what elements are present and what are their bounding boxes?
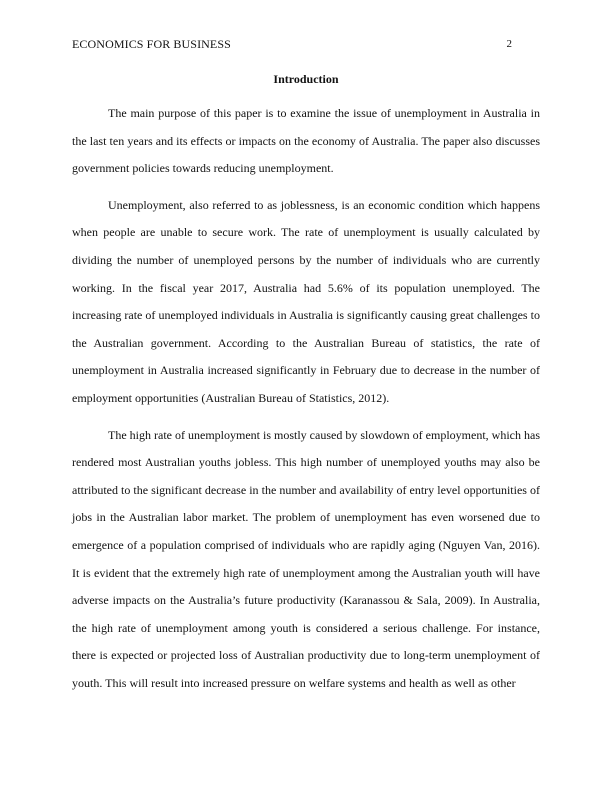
paragraph: The high rate of unemployment is mostly caused by slowdown of employment, which has rendered most Australian youths jobless. This high number of unemployed youths may also be attributed to the significant decrease in the number and availability of entry level opportunities of jobs in the Australian labor market. The problem of unemployment has even worsened due to emergence of a population comprised of individuals who are rapidly aging (Nguyen Van, 2016). It is evident that the extremely high rate of unemployment among the Australian youth will have adverse impacts on the Australia’s future productivity (Karanassou & Sala, 2009). In Australia, the high rate of unemployment among youth is considered a serious challenge. For instance, there is expected or projected loss of Australian productivity due to long-term unemployment of youth. This will result into increased pressure on welfare systems and health as well as other xyxy=(72,427,540,690)
page-number: 2 xyxy=(506,38,512,50)
running-head: ECONOMICS FOR BUSINESS xyxy=(72,37,231,51)
body-text xyxy=(72,100,540,697)
paragraph: The main purpose of this paper is to examine the issue of unemployment in Australia in the last ten years and its effects or impacts on the economy of Australia. The paper also discusses government policies towards reducing unemployment. xyxy=(72,106,540,176)
page-header xyxy=(72,36,540,52)
paragraph: Unemployment, also referred to as joblessness, is an economic condition which happens when people are unable to secure work. The rate of unemployment is usually calculated by dividing the number of unemployed persons by the number of individuals who are currently working. In the fiscal year 2017, Australia had 5.6% of its population unemployed. The increasing rate of unemployed individuals in Australia is significantly causing great challenges to the Australian government. According to the Australian Bureau of statistics, the rate of unemployment in Australia increased significantly in February due to decrease in the number of employment opportunities (Australian Bureau of Statistics, 2012). xyxy=(72,197,540,405)
section-heading: Introduction xyxy=(273,72,339,86)
